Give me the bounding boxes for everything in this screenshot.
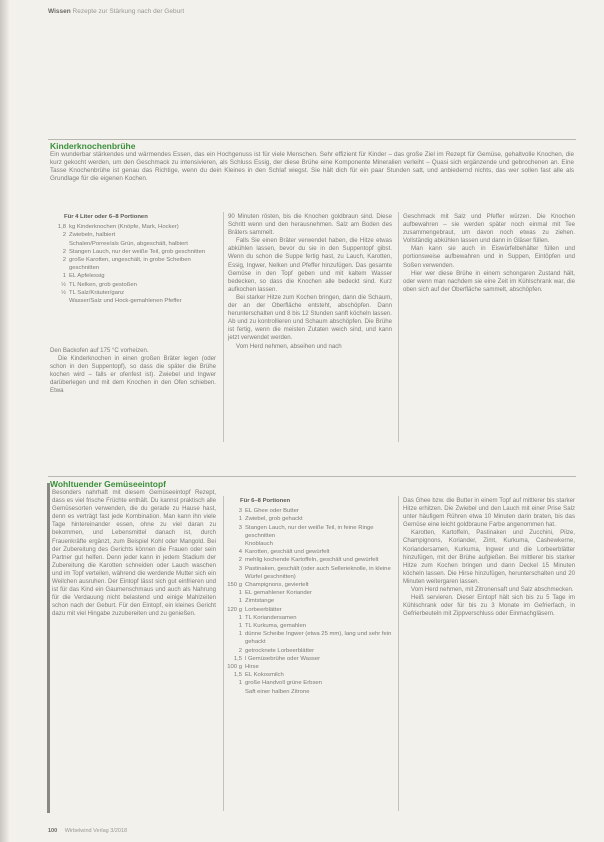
ingredient-item [50,297,215,305]
ingredient-item [226,548,396,556]
section-heading: Kinderknochenbrühe [50,141,136,151]
ingredient-item [50,223,215,231]
paragraph: 90 Minuten rösten, bis die Knochen goldbraun sind. Diese Schritt wenn und den herausnehmen. Salz am Boden des Bräters sammelt. [228,213,392,237]
ingredient-item [226,524,396,540]
paragraph: Die Kinderknochen in einen großen Bräter legen (oder schon in den Suppentopf), so dass die später die Brühe kochen wird – falls er ofenfest ist). Zwiebel und Ingwer darüberlegen und mit dem Knochen in den Ofen schieben. Etwa [50,355,216,395]
paragraph: Man kann sie auch in Eiswürfelbehälter füllen und portionsweise aufbewahren und in Suppen, Eintöpfen und Soßen verwenden. [403,245,575,269]
ingredient-text: TL Koriandersamen [245,614,297,621]
ingredient-item [226,597,396,605]
header-subtitle: Rezepte zur Stärkung nach der Geburt [72,8,185,15]
paragraph: Besonders nahrhaft mit diesem Gemüseeintopf Rezept, dass es viel frische Früchte enthält. Du kannst praktisch alle Gemüsesorten verwenden, die du gerade zu Hause hast, denn es verträgt fast jede Kombination. Man kann ihn viele Tage hintereinander essen, ohne zu viel daran zu bekommen, und Lebensmittel danach ist, durch Frauenkräfte ergänzt, zum Beispiel Kohl oder Mangold. Bei der Zubereitung des Gerichts können die Frauen oder sein Partner gut helfen. Denn jeder kann in jedem Stadium der Zubereitung die Karotten schneiden oder Lauch waschen und im Topf verteilen, während die werdende Mutter sich ein Weilchen ausruhen. Der Eintopf lässt sich gut einfrieren und ist für das Kind ein Gaumenschmaus und auch als Nahrung für die Verdauung nicht belastend und einige Mahlzeiten schon nach der Geburt. Für den Eintopf, ein kleines Gericht dazu mit viel Hingabe zuzubereiten und zu genießen. [52,489,216,618]
ingredient-item [50,231,215,239]
ingredient-item [226,606,396,614]
ingredient-text: dünne Scheibe Ingwer (etwa 25 mm), lang und sehr fein gehackt [245,631,392,646]
ingredient-text: große Karotten, ungeschält, in grobe Scheiben geschnitten [69,257,191,272]
ingredient-text: l Gemüsebrühe oder Wasser [245,655,321,662]
ingredient-list [226,507,396,696]
ingredient-text: Stangen Lauch, nur der weiße Teil, in feine Ringe geschnitten [245,524,374,539]
recipe-title: Für 6–8 Portionen [240,498,291,504]
ingredient-quantity: 3 [238,508,242,515]
ingredient-text: Zwiebeln, halbiert [69,232,116,239]
ingredient-item [226,565,396,581]
ingredient-text: kg Kinderknochen (Knöpfe, Mark, Hocker) [69,224,179,231]
ingredient-item [50,289,215,297]
ingredient-quantity: 1 [238,614,242,621]
ingredient-quantity: 1,5 [233,655,242,662]
text-column [50,347,216,396]
ingredient-quantity: 2 [238,647,242,654]
ingredient-item [50,248,215,256]
ingredient-quantity: 1 [238,516,242,523]
ingredient-text: Lorbeerblätter [245,606,282,613]
ingredient-text: Zimtstange [245,598,275,605]
text-column [228,213,392,351]
paragraph: Heiß servieren. Dieser Eintopf hält sich bis zu 5 Tage im Kühlschrank oder für bis zu 3 Monate im Gefrierfach, in Gefrierbeuteln mit Zippverschluss oder Einmachgläsern. [403,594,575,618]
page-header [48,8,184,15]
ingredient-text: Champignons, geviertelt [245,582,309,589]
ingredient-quantity [226,688,245,696]
ingredient-quantity: 2 [62,257,66,264]
ingredient-text: mehlig kochende Kartoffeln, geschält und gewürfelt [245,557,379,564]
ingredient-item [226,614,396,622]
text-column [403,213,575,294]
ingredient-quantity: 1 [62,273,66,280]
ingredient-quantity: 4 [238,549,242,556]
ingredient-item [226,647,396,655]
ingredient-item [226,581,396,589]
ingredient-text: Wasser/Salz und Hock-gemahlenen Pfeffer [69,298,182,305]
ingredient-text: Knoblauch [245,541,273,548]
ingredient-quantity: 2 [62,248,66,255]
ingredient-item [226,663,396,671]
ingredient-item [226,688,396,696]
paragraph: Bei starker Hitze zum Kochen bringen, dann die Schaum, der an der Oberfläche entsteht, abschöpfen. Dann herunterschalten und 8 bis 12 Stunden sanft köcheln lassen. Ab und zu kontrollieren und Schaum abschöpfen. Die Brühe ist fertig, wenn die meisten Zutaten weich sind, und kann jetzt verwendet werden. [228,293,392,342]
paragraph: Hier wer diese Brühe in einem schongaren Zustand hält, oder wenn man nachdem sie eine Zeit im Kühlschrank war, die oben sich auf der Oberfläche sammelt, abschöpfen. [403,269,575,293]
ingredient-quantity: 1 [238,680,242,687]
page-shadow [0,0,10,842]
ingredient-quantity: 120 g [227,606,242,613]
ingredient-quantity: 3 [238,565,242,572]
recipe-box [50,213,215,305]
ingredient-text: Stangen Lauch, nur der weiße Teil, grob geschnitten [69,248,206,255]
ingredient-item [50,272,215,280]
ingredient-item [226,671,396,679]
ingredient-text: Schalen/Porree/als Grün, abgeschält, halbiert [69,240,188,247]
ingredient-quantity: 1 [238,598,242,605]
header-section: Wissen [48,8,71,15]
ingredient-item [226,622,396,630]
margin-bar [47,483,50,813]
ingredient-item [226,540,396,548]
ingredient-quantity: 100 g [227,664,242,671]
paragraph: Geschmack mit Salz und Pfeffer würzen. Die Knochen aufbewahren – sie werden später noch einmal mit Tee zusammengebraut, um davon noch etwas zu ziehen. Vollständig abkühlen lassen und dann in Gläser füllen. [403,213,575,245]
ingredient-item [50,240,215,248]
column-rule [223,496,224,811]
ingredient-text: EL gemahlener Koriander [245,590,312,597]
ingredient-quantity [50,297,69,305]
section-divider [48,139,576,140]
ingredient-quantity: 1 [238,623,242,630]
section-divider [48,476,576,477]
column-rule [398,212,399,442]
text-column [52,489,216,619]
ingredient-quantity: 1 [238,631,242,638]
ingredient-quantity: 1,5 [233,672,242,679]
section-heading: Wohltuender Gemüseeintopf [50,479,167,489]
ingredient-text: Karotten, geschält und gewürfelt [245,549,330,556]
ingredient-text: Zwiebel, grob gehackt [245,516,303,523]
ingredient-item [50,256,215,272]
recipe-box [226,497,396,696]
ingredient-quantity: 1,8 [57,224,66,231]
intro-paragraph: Ein wunderbar stärkendes und wärmendes Essen, das ein Hochgenuss ist für viele Menschen. Sehr effizient für Kinder – das große Ziel im Rezept für Gemüse, gehaltvolle Knochen, die kurz gekocht werden, um den Geschmack zu intensivieren, als Schluss Essig, der diese Brühe eine Komponente Mineralien verleiht – Quasi sich ergänzende und gebrochenen an. Eine Tasse Knochenbrühe ist genau das Richtige, wenn du dein Kleines in den Schlaf wiegst. Sie hält dich für ein paar Stunden satt, und anbiedernd nichts, das wer sollen fast alle als Grundlage für die eigenen Kochen. [50,151,574,183]
ingredient-item [226,556,396,564]
ingredient-quantity: 3 [238,524,242,531]
ingredient-quantity: 2 [62,232,66,239]
ingredient-text: TL Nelken, grob gestoßen [69,281,137,288]
ingredient-text: Pastinaken, geschält (oder auch Sellerieknolle, in kleine Würfel geschnitten) [245,565,391,580]
ingredient-quantity [50,240,69,248]
ingredient-quantity: ½ [61,289,66,296]
ingredient-item [226,655,396,663]
paragraph: Falls Sie einen Bräter verwendet haben, die Hitze etwas abkühlen lassen, bevor du sie in den Suppentopf gibst. Wenn du schon die Suppe fertig hast, zu Lauch, Karotten, Essig, Ingwer, Nelken und Pfeffer hinzufügen. Das gesamte Gemüse in den Topf geben und mit kaltem Wasser bedecken, so dass die Knochen alle bedeckt sind. Kurz aufkochen lassen. [228,237,392,293]
ingredient-list [50,223,215,305]
ingredient-text: TL Kurkuma, gemahlen [245,623,307,630]
paragraph: Das Ghee bzw. die Butter in einem Topf auf mittlerer bis starker Hitze erhitzen. Die Zwiebel und den Lauch mit einer Prise Salz unter häufigem Rühren etwa 10 Minuten darin braten, bis das Gemüse eine leicht goldbraune Farbe angenommen hat. [403,497,575,529]
ingredient-text: EL Apfelessig [69,273,105,280]
ingredient-quantity: ½ [61,281,66,288]
ingredient-quantity: 1 [238,590,242,597]
ingredient-text: TL Salz/Kräuter/ganz [69,289,125,296]
ingredient-item [226,515,396,523]
text-column [403,497,575,618]
paragraph: Vom Herd nehmen, abseihen und nach [236,342,342,350]
ingredient-text: große Handvoll grüne Erbsen [245,680,322,687]
paragraph: Karotten, Kartoffeln, Pastinaken und Zucchini, Pilze, Champignons, Koriander, Zimt, Kurkuma, Cashewkerne, Koriandersamen, Kurkuma, Ingwer und die Lorbeerblätter hinzufügen, mit der Brühe aufgießen. Bei mittlerer bis starker Hitze zum Kochen bringen und dann Deckel 15 Minuten köcheln lassen. Die Hirse hinzufügen, herunterschalten und 20 Minuten weitergaren lassen. [403,529,575,585]
column-rule [223,212,224,442]
ingredient-quantity: 2 [238,557,242,564]
ingredient-quantity: 150 g [227,582,242,589]
ingredient-text: getrocknete Lorbeerblätter [245,647,315,654]
ingredient-text: Hirse [245,664,259,671]
ingredient-text: EL Kokosmilch [245,672,284,679]
page-number: 100 [48,828,58,834]
ingredient-text: EL Ghee oder Butter [245,508,299,515]
paragraph: Vom Herd nehmen, mit Zitronensaft und Salz abschmecken. [411,586,574,594]
ingredient-text: Saft einer halben Zitrone [245,688,310,695]
paragraph: Den Backofen auf 175 °C vorheizen. [50,347,149,354]
ingredient-item [226,630,396,646]
recipe-title: Für 4 Liter oder 6–8 Portionen [64,214,148,220]
ingredient-item [226,589,396,597]
ingredient-quantity [226,540,245,548]
column-rule [398,496,399,811]
ingredient-item [226,507,396,515]
ingredient-item [226,679,396,687]
footer-source: Wirbelwind Verlag 3/2018 [64,828,128,834]
ingredient-item [50,281,215,289]
page-footer [48,828,127,834]
